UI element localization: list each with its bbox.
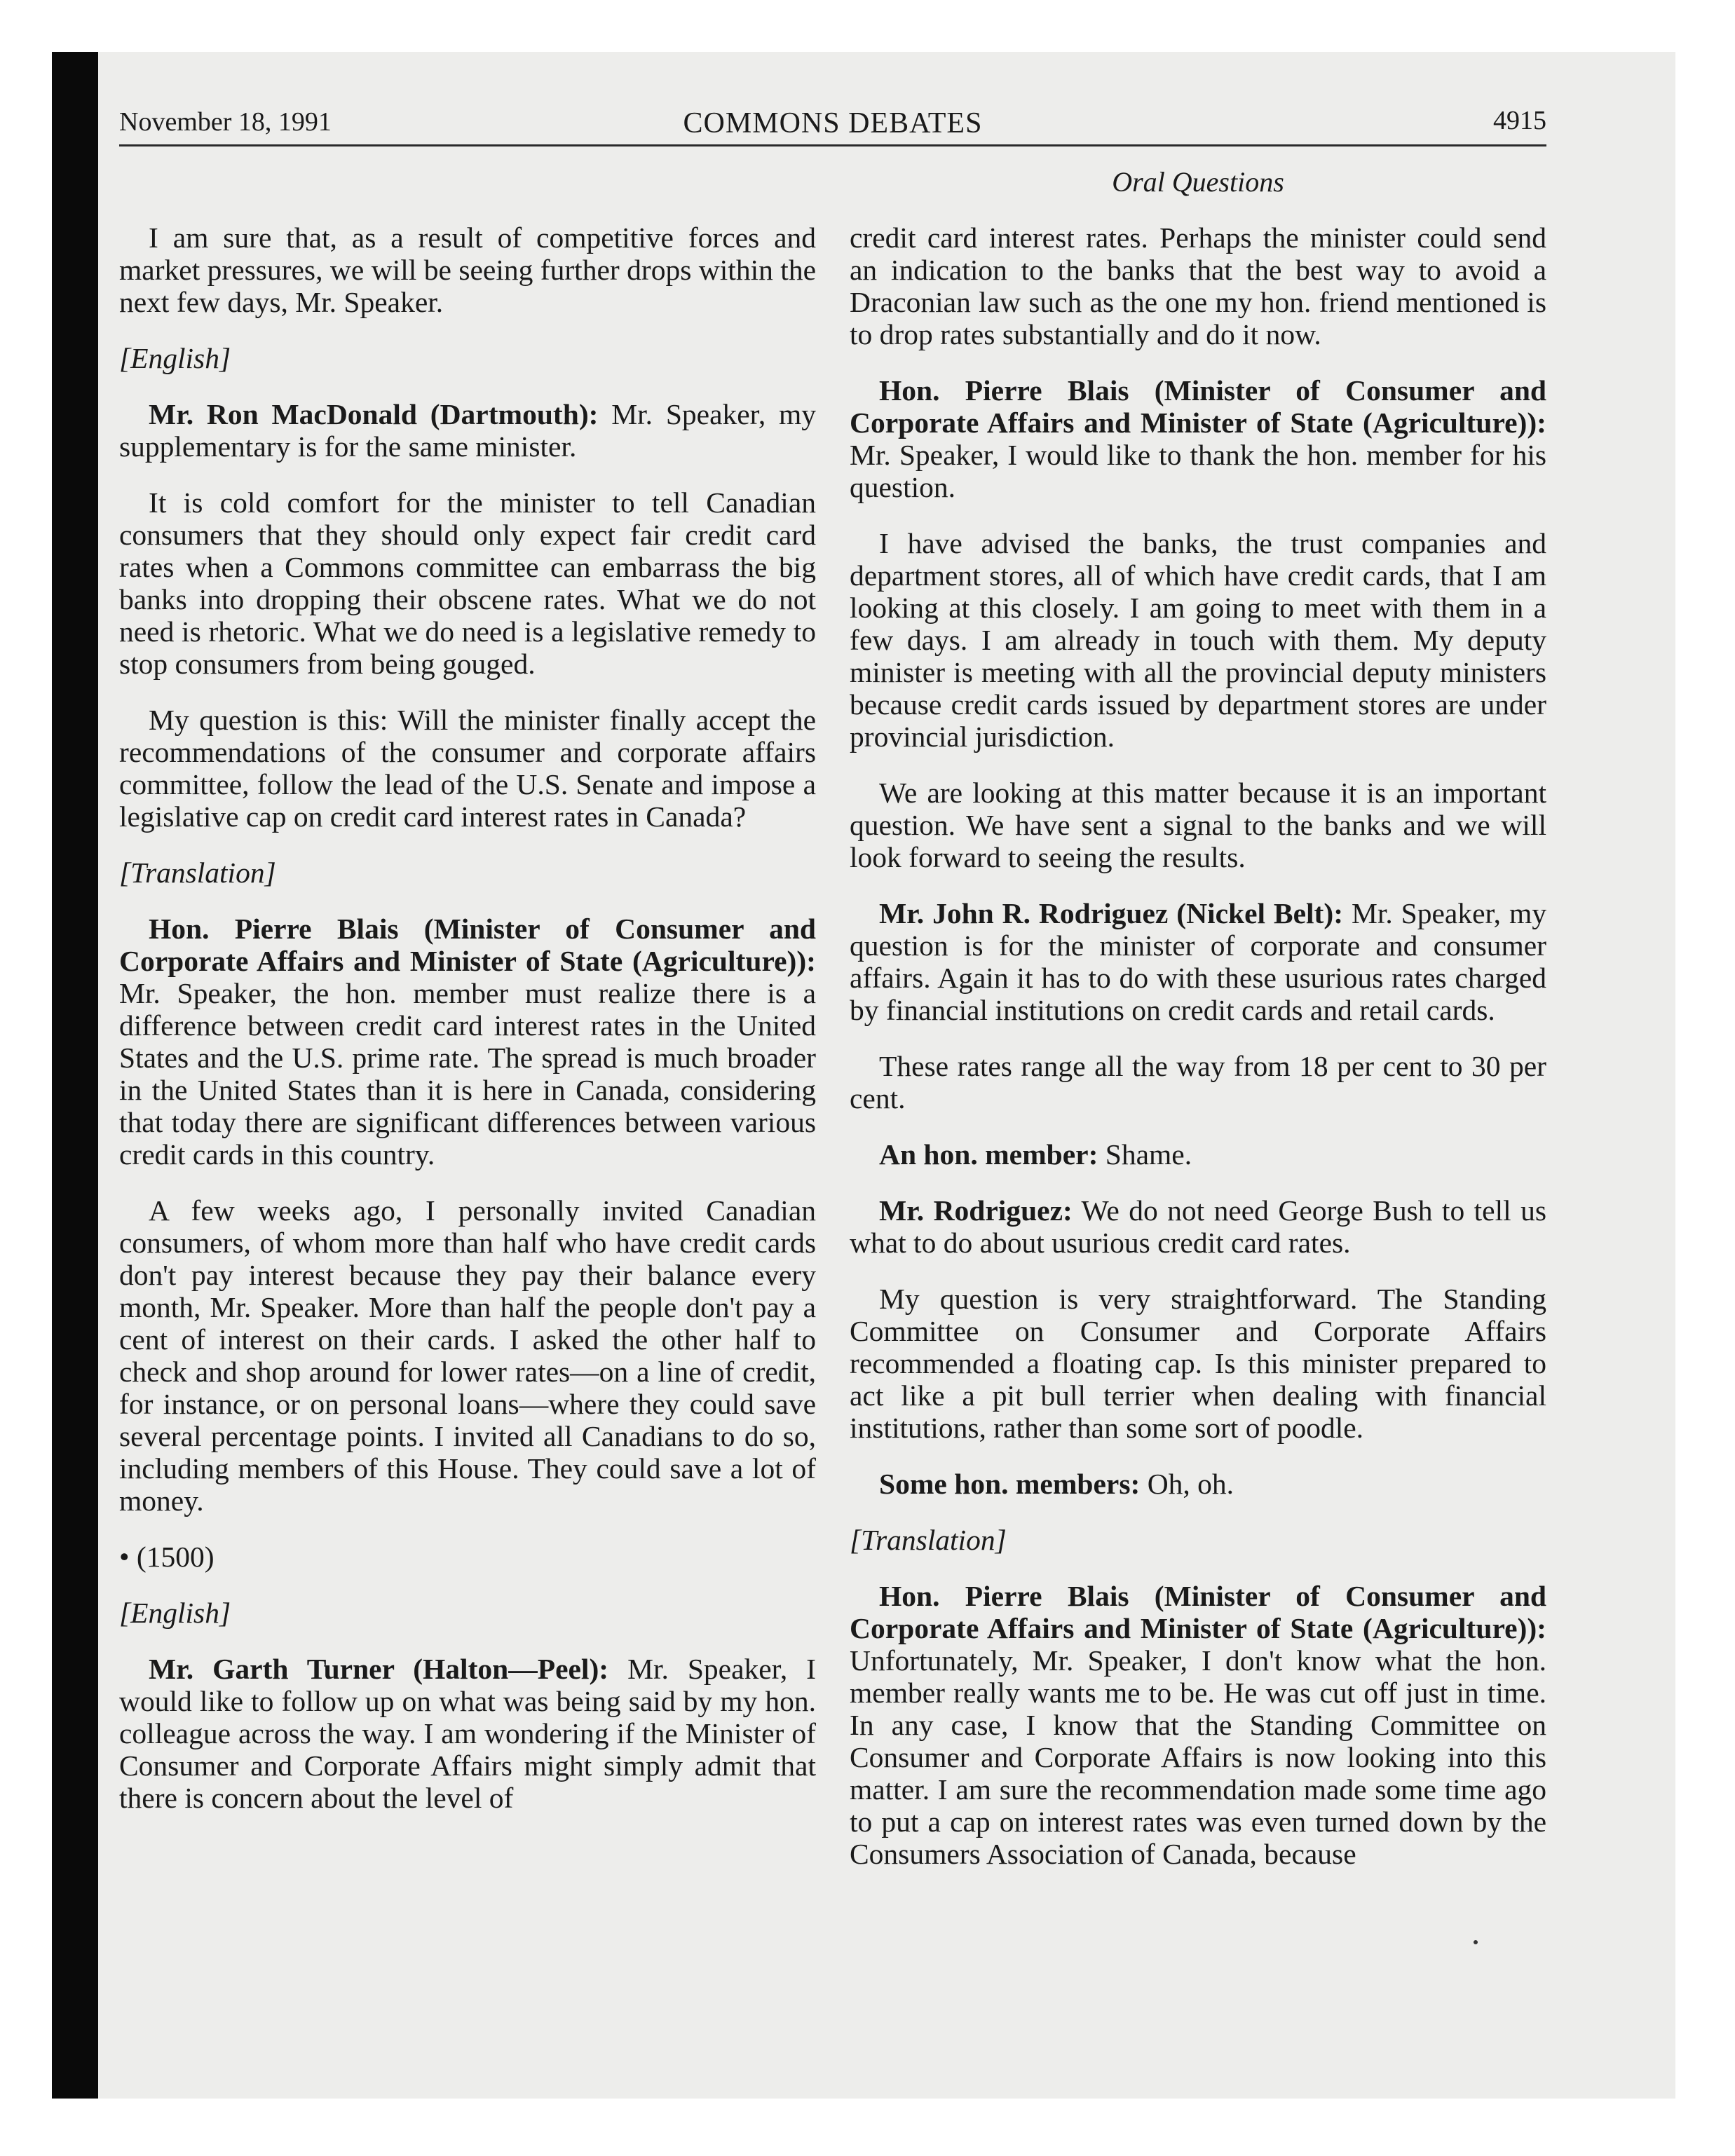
speaker-name: Mr. John R. Rodriguez (Nickel Belt): [879,897,1344,929]
paragraph: I have advised the banks, the trust companies and department stores, all of which have credit cards, that I am looking at this closely. I am going to meet with them in a few days. I am already in touch with them. My deputy minister is meeting with all the provincial deputy ministers because credit cards issued by department stores are under provincial jurisdiction. [850,527,1546,753]
header-date: November 18, 1991 [119,107,332,137]
speech-paragraph [850,1194,1546,1259]
time-marker: • (1500) [119,1541,215,1573]
speaker-name: Mr. Garth Turner (Halton—Peel): [149,1653,609,1685]
speech-text: Unfortunately, Mr. Speaker, I don't know what the hon. member really wants me to be. He was cut off just in time. In any case, I know that the Standing Committee on Consumer and Corporate Affairs is now looking into this matter. I am sure the recommendation made some time ago to put a cap on interest rates was even turned down by the Consumers Association of Canada, because [850,1644,1546,1870]
speech-paragraph [119,1653,816,1814]
scan-binding-edge [52,52,98,2099]
speech-paragraph [850,374,1546,503]
speaker-name: Mr. Rodriguez: [879,1194,1073,1227]
speaker-name: Some hon. members: [879,1468,1141,1500]
speech-paragraph [850,1468,1546,1500]
speech-text: Mr. Speaker, I would like to thank the hon. member for his question. [850,439,1546,503]
speaker-name: Hon. Pierre Blais (Minister of Consumer and Corporate Affairs and Minister of State (Agriculture)): [119,913,816,977]
speaker-name: Mr. Ron MacDonald (Dartmouth): [149,398,599,430]
speaker-name: Hon. Pierre Blais (Minister of Consumer and Corporate Affairs and Minister of State (Agriculture)): [850,1580,1546,1644]
language-tag: [Translation] [850,1524,1007,1556]
paragraph: My question is very straightforward. The Standing Committee on Consumer and Corporate Affairs recommended a floating cap. Is this minister prepared to act like a pit bull terrier when dealing with financial institutions, rather than some sort of poodle. [850,1283,1546,1444]
section-title: Oral Questions [1112,166,1284,198]
speech-paragraph [119,913,816,1171]
speech-text: Mr. Speaker, my question is for the minister of corporate and consumer affairs. Again it has to do with these usurious rates charged by financial institutions on credit cards and retail cards. [850,897,1546,1026]
paragraph: These rates range all the way from 18 per cent to 30 per cent. [850,1050,1546,1114]
page-header [119,95,1546,146]
left-column [119,221,816,1838]
speech-paragraph [119,398,816,463]
speaker-name: An hon. member: [879,1138,1098,1171]
right-column [850,221,1546,1894]
speech-text: Mr. Speaker, my supplementary is for the same minister. [119,398,816,463]
paragraph: I am sure that, as a result of competitive forces and market pressures, we will be seeing further drops within the next few days, Mr. Speaker. [119,221,816,318]
speech-text: We do not need George Bush to tell us what to do about usurious credit card rates. [850,1194,1546,1259]
speech-paragraph [850,1138,1546,1171]
speech-text: Oh, oh. [1140,1468,1234,1500]
paragraph: My question is this: Will the minister finally accept the recommendations of the consumer and corporate affairs committee, follow the lead of the U.S. Senate and impose a legislative cap on credit card interest rates in Canada? [119,704,816,833]
speech-text: Mr. Speaker, I would like to follow up on what was being said by my hon. colleague across the way. I am wondering if the Minister of Consumer and Corporate Affairs might simply admit that there is concern about the level of [119,1653,816,1814]
language-tag: [Translation] [119,857,276,889]
scan-speck [1474,1940,1478,1944]
paragraph: A few weeks ago, I personally invited Canadian consumers, of whom more than half who have credit cards don't pay interest because they pay their balance every month, Mr. Speaker. More than half the people don't pay a cent of interest on their cards. I asked the other half to check and shop around for lower rates—on a line of credit, for instance, or on personal loans—where they could save several percentage points. I invited all Canadians to do so, including members of this House. They could save a lot of money. [119,1194,816,1517]
speaker-name: Hon. Pierre Blais (Minister of Consumer and Corporate Affairs and Minister of State (Agriculture)): [850,374,1546,439]
header-title: COMMONS DEBATES [683,107,983,139]
language-tag: [English] [119,1597,231,1629]
speech-text: Shame. [1098,1138,1192,1171]
paragraph-continued: credit card interest rates. Perhaps the minister could send an indication to the banks that the best way to avoid a Draconian law such as the one my hon. friend mentioned is to drop rates substantially and do it now. [850,221,1546,350]
speech-paragraph [850,897,1546,1026]
paragraph: We are looking at this matter because it is an important question. We have sent a signal to the banks and we will look forward to seeing the results. [850,777,1546,873]
speech-text: Mr. Speaker, the hon. member must realize there is a difference between credit card interest rates in the United States and the U.S. prime rate. The spread is much broader in the United States than it is here in Canada, considering that today there are significant differences between various credit cards in this country. [119,977,816,1171]
speech-paragraph [850,1580,1546,1870]
paragraph: It is cold comfort for the minister to tell Canadian consumers that they should only expect fair credit card rates when a Commons committee can embarrass the big banks into dropping their obscene rates. What we do not need is rhetoric. What we do need is a legislative remedy to stop consumers from being gouged. [119,486,816,680]
page-number: 4915 [1493,106,1546,135]
language-tag: [English] [119,342,231,374]
